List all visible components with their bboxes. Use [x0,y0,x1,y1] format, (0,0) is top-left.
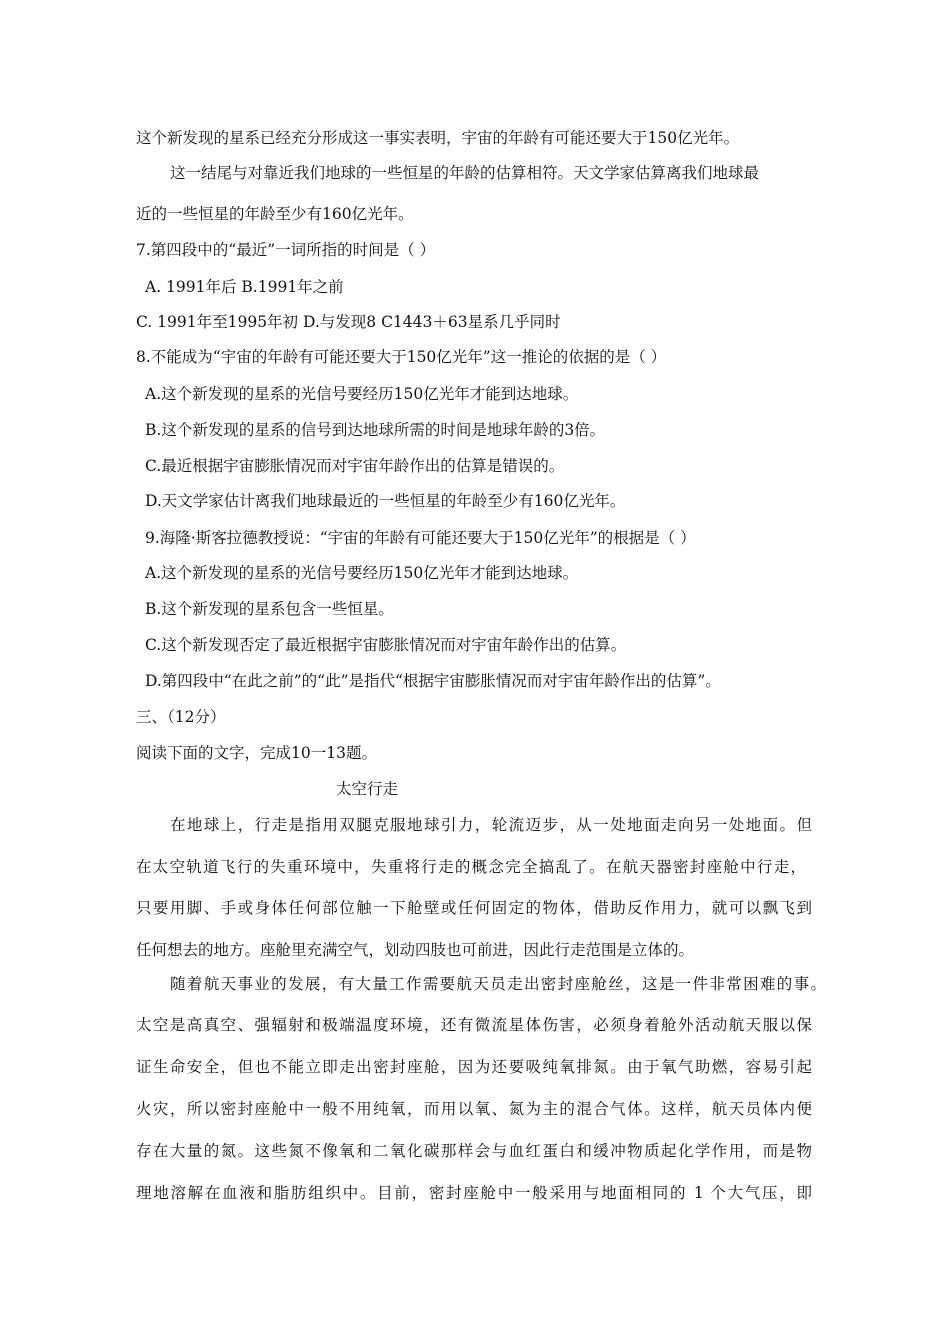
option-a: A.这个新发现的星系的光信号要经历150亿光年才能到达地球。 [145,564,579,582]
question-stem: 7.第四段中的“最近”一词所指的时间是（ ） [136,241,436,259]
article-line: 任何想去的地方。座舱里充满空气，划动四肢也可前进，因此行走范围是立体的。 [136,941,695,959]
article-title: 太空行走 [336,780,399,798]
article-line: 在地球上，行走是指用双腿克服地球引力，轮流迈步，从一处地面走向另一处地面。但 [170,816,812,834]
option-b: B.这个新发现的星系包含一些恒星。 [145,600,394,618]
article-line: 在太空轨道飞行的失重环境中，失重将行走的概念完全搞乱了。在航天器密封座舱中行走， [136,858,806,876]
option-d: D.第四段中“在此之前”的“此”是指代“根据宇宙膨胀情况而对宇宙年龄作出的估算”。 [145,672,721,690]
article-line: 随着航天事业的发展，有大量工作需要航天员走出密封座舱丝，这是一件非常困难的事。 [170,975,826,993]
passage-line: 这个新发现的星系已经充分形成这一事实表明，宇宙的年龄有可能还要大于150亿光年。 [136,129,740,147]
option-c: C.最近根据宇宙膨胀情况而对宇宙年龄作出的估算是错误的。 [145,457,565,475]
question-stem: 9.海隆·斯客拉德教授说：“宇宙的年龄有可能还要大于150亿光年”的根据是（ ） [145,529,696,547]
question-stem: 8.不能成为“宇宙的年龄有可能还要大于150亿光年”这一推论的依据的是（ ） [136,348,667,366]
article-line: 只要用脚、手或身体任何部位触一下舱壁或任何固定的物体，借助反作用力，就可以飘飞到 [136,899,812,917]
article-line: 证生命安全，但也不能立即走出密封座舱，因为还要吸纯氧排氮。由于氧气助燃，容易引起 [136,1058,812,1076]
option-a: A.这个新发现的星系的光信号要经历150亿光年才能到达地球。 [145,385,579,403]
reading-instruction: 阅读下面的文字，完成10一13题。 [136,744,377,762]
option-d: D.天文学家估计离我们地球最近的一些恒星的年龄至少有160亿光年。 [145,492,626,510]
options-ab: A. 1991年后 B.1991年之前 [145,278,344,296]
passage-line: 近的一些恒星的年龄至少有160亿光年。 [136,205,414,223]
section-heading: 三、（12分） [136,708,226,726]
article-line: 理地溶解在血液和脂肪组织中。目前，密封座舱中一般采用与地面相同的 1 个大气压，即 [136,1184,812,1202]
option-c: C.这个新发现否定了最近根据宇宙膨胀情况而对宇宙年龄作出的估算。 [145,636,627,654]
option-b: B.这个新发现的星系的信号到达地球所需的时间是地球年龄的3倍。 [145,421,606,439]
options-cd: C. 1991年至1995年初 D.与发现8 C1443＋63星系几乎同时 [136,313,561,331]
article-line: 太空是高真空、强辐射和极端温度环境，还有微流星体伤害，必须身着舱外活动航天服以保 [136,1016,812,1034]
article-line: 火灾，所以密封座舱中一般不用纯氧，而用以氧、氮为主的混合气体。这样，航天员体内便 [136,1100,812,1118]
passage-line: 这一结尾与对靠近我们地球的一些恒星的年龄的估算相符。天文学家估算离我们地球最 [170,164,760,182]
article-line: 存在大量的氮。这些氮不像氧和二氧化碳那样会与血红蛋白和缓冲物质起化学作用，而是物 [136,1142,812,1160]
